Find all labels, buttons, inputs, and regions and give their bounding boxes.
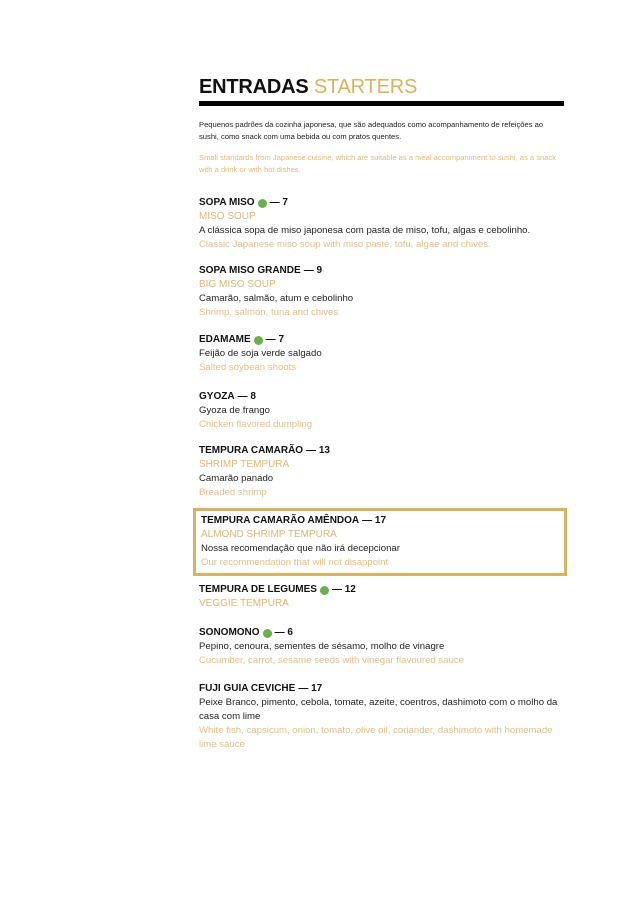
item-name-row (199, 264, 565, 278)
title-en: STARTERS (313, 76, 418, 98)
item-name-row (199, 390, 565, 404)
item-name-en: ALMOND SHRIMP TEMPURA (201, 529, 337, 540)
menu-item (199, 196, 565, 252)
item-name: FUJI GUIA CEVICHE (199, 683, 296, 694)
item-description: Nossa recomendação que não irá decepcionar (201, 543, 400, 554)
item-price: — 13 (306, 445, 330, 456)
item-price: — 7 (269, 197, 288, 208)
title-divider (199, 101, 564, 106)
item-description: A clássica sopa de miso japonesa com pasta de miso, tofu, algas e cebolinho. (199, 225, 531, 236)
item-description-en: Cucumber, carrot, sesame seeds with vinegar flavoured sauce (199, 655, 465, 666)
item-description: Camarão, salmão, atum e cebolinho (199, 293, 354, 304)
item-name: SOPA MISO GRANDE (199, 265, 301, 276)
item-price: — 12 (331, 584, 356, 595)
item-price: — 7 (265, 334, 285, 345)
item-name-row (199, 682, 565, 696)
menu-item (199, 583, 565, 611)
item-price: — 17 (298, 683, 323, 694)
intro-en: Small standards from Japanese cuisine, which are suitable as a meal accompaniment to sushi, as a snack with a drink or with hot dishes. (199, 153, 557, 174)
title-pt: ENTRADAS (199, 76, 309, 98)
item-name: SOPA MISO (199, 197, 255, 208)
item-name: GYOZA (199, 391, 235, 402)
item-name-row (199, 444, 565, 458)
item-description: Peixe Branco, pimento, cebola, tomate, azeite, coentros, dashimoto com o molho da casa com lime (199, 697, 558, 722)
item-price: — 17 (362, 515, 387, 526)
intro-pt: Pequenos padrões da cozinha japonesa, que são adequados como acompanhamento de refeições ao sushi, como snack com uma bebida ou com pratos quentes. (199, 120, 544, 141)
vegetarian-icon (263, 629, 272, 638)
page-title (199, 76, 417, 99)
menu-item (199, 444, 565, 500)
item-name-en: VEGGIE TEMPURA (199, 598, 289, 609)
item-price: — 8 (237, 391, 256, 402)
item-name: TEMPURA CAMARÃO AMÊNDOA (201, 515, 360, 526)
item-name-row (199, 333, 565, 347)
item-description: Camarão panado (199, 473, 274, 484)
item-name-row (199, 196, 565, 210)
item-description-en: Breaded shrimp (199, 487, 267, 498)
item-name: TEMPURA DE LEGUMES (199, 584, 317, 595)
item-name-row (201, 514, 559, 528)
item-name: SONOMONO (199, 627, 260, 638)
item-name: TEMPURA CAMARÃO (199, 445, 304, 456)
item-name: EDAMAME (199, 334, 251, 345)
item-description: Gyoza de frango (199, 405, 270, 416)
item-description-en: Salted soybean shoots (199, 362, 297, 373)
item-description: Pepino, cenoura, sementes de sésamo, molho de vinagre (199, 641, 445, 652)
item-name-row (199, 626, 565, 640)
menu-item (199, 264, 565, 320)
vegetarian-icon (320, 586, 329, 595)
item-price: — 6 (274, 627, 293, 638)
menu-item (199, 390, 565, 432)
item-name-en: MISO SOUP (199, 211, 256, 222)
item-name-en: BIG MISO SOUP (199, 279, 276, 290)
vegetarian-icon (254, 336, 263, 345)
item-price: — 9 (303, 265, 323, 276)
item-name-row (199, 583, 565, 597)
item-description: Feijão de soja verde salgado (199, 348, 322, 359)
item-description-en: Shrimp, salmon, tuna and chives (199, 307, 339, 318)
menu-item (199, 682, 565, 752)
item-name-en: SHRIMP TEMPURA (199, 459, 290, 470)
item-description-en: Our recommendation that will not disappoint (201, 557, 389, 568)
menu-item (199, 333, 565, 375)
item-description-en: White fish, capsicum, onion, tomato, olive oil, coriander, dashimoto with homemade lime sauce (199, 725, 553, 750)
item-description-en: Classic Japanese miso soup with miso paste, tofu, algae and chives. (199, 239, 491, 250)
vegetarian-icon (258, 199, 267, 208)
menu-item (199, 626, 565, 668)
menu-item-featured (193, 508, 567, 576)
item-description-en: Chicken flavored dumpling (199, 419, 313, 430)
